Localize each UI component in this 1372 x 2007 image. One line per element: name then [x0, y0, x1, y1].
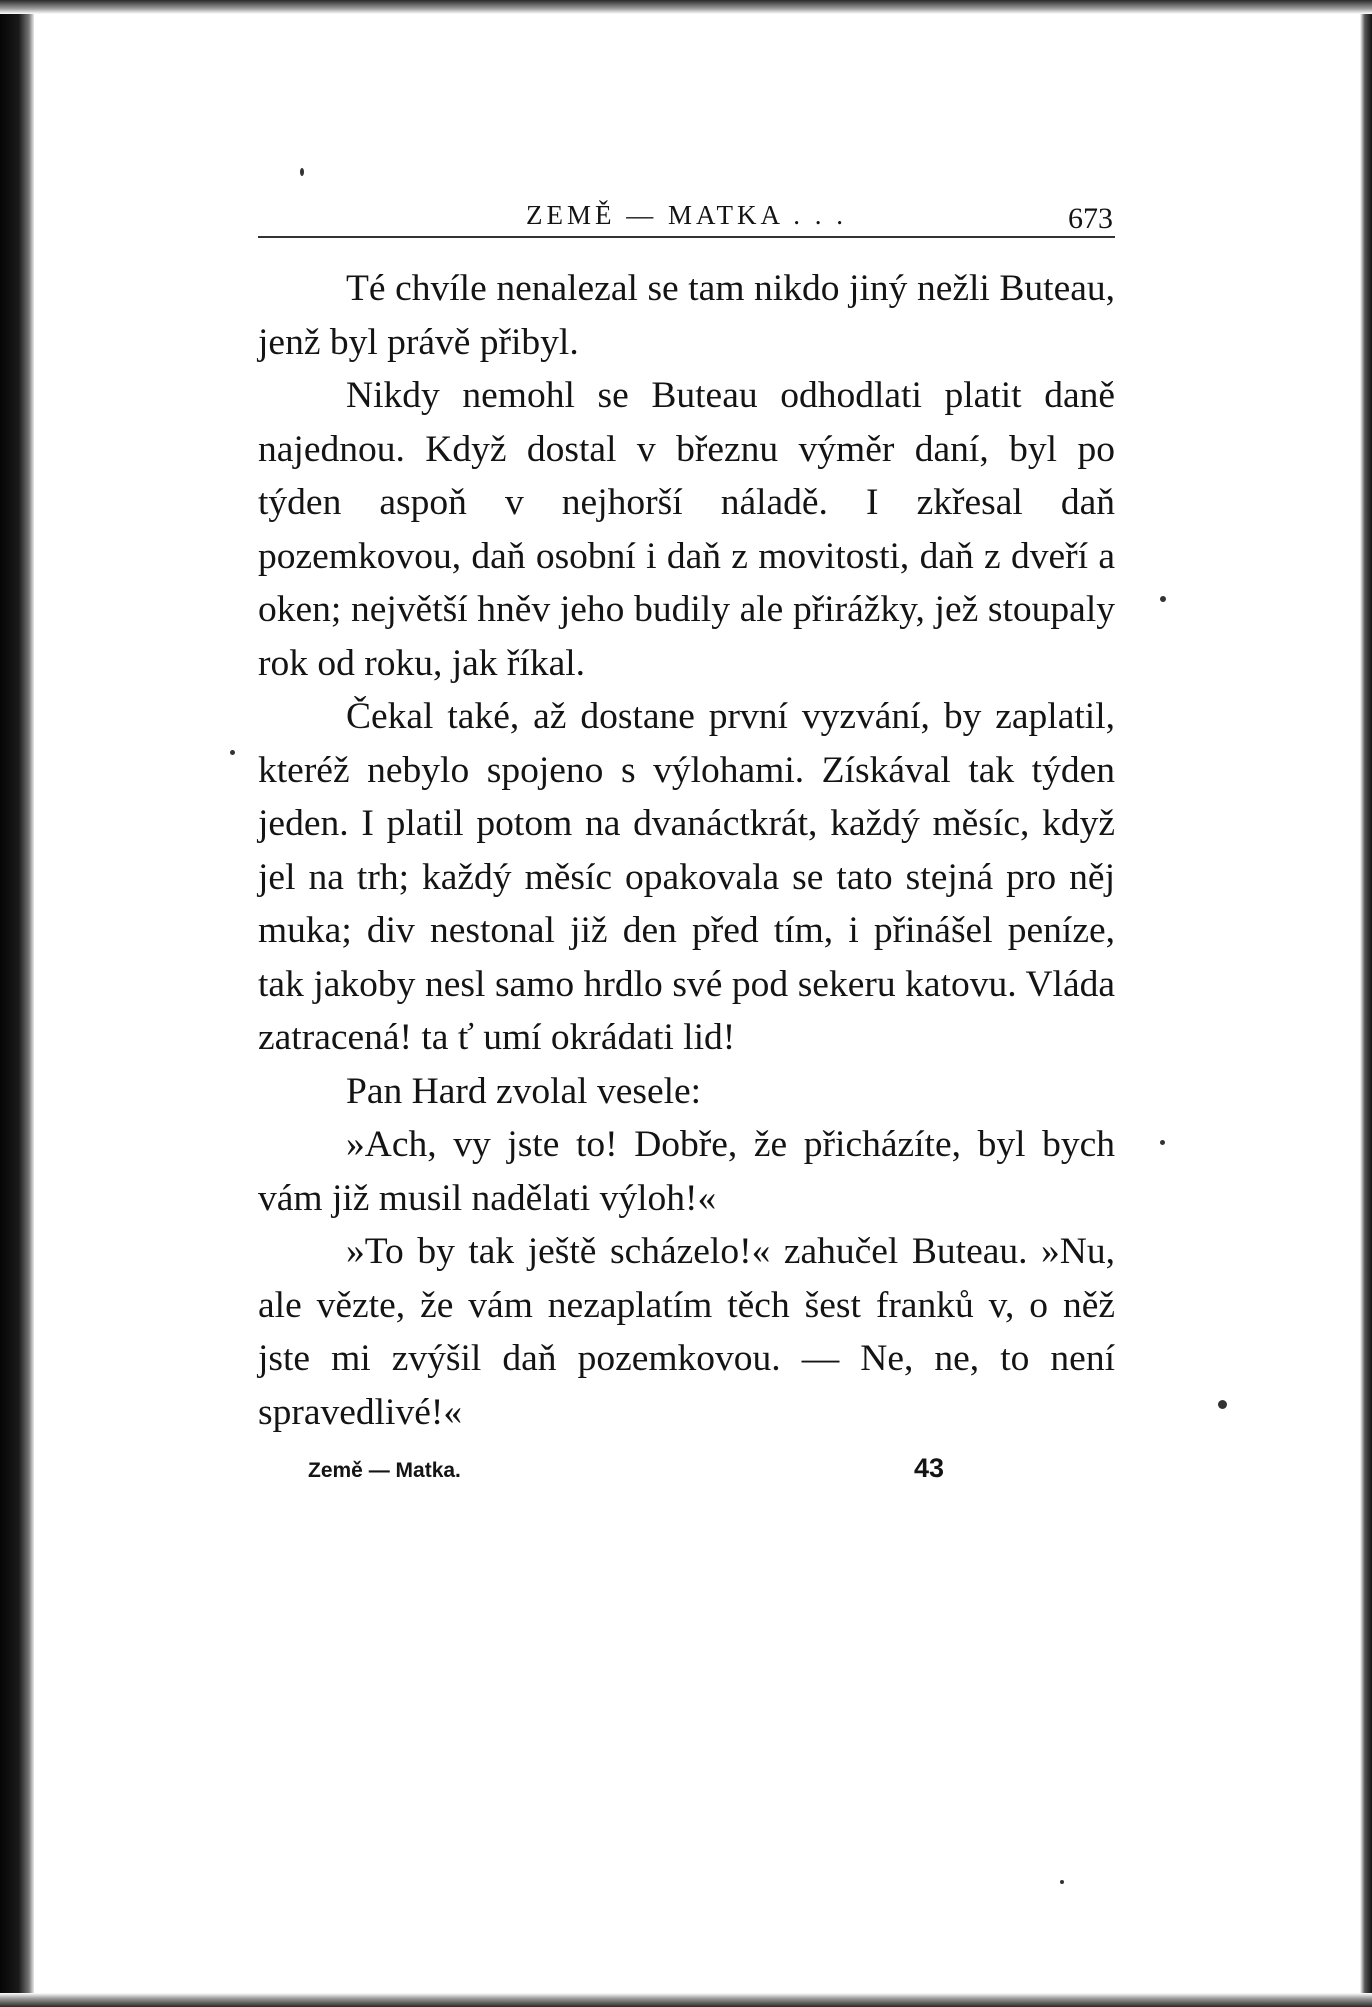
signature-mark: Země — Matka.: [308, 1459, 461, 1482]
scan-speck: [230, 750, 235, 755]
scan-speck: [1218, 1400, 1227, 1409]
book-page: [258, 196, 1115, 1493]
page-footer: [258, 1453, 1115, 1493]
page-number: 673: [1068, 202, 1113, 235]
scan-speck: [300, 168, 304, 176]
paragraph: Pan Hard zvolal vesele:: [346, 1070, 702, 1112]
paragraph: Té chvíle nenalezal se tam nikdo jiný nežli Buteau, jenž byl právě přibyl.: [258, 268, 1115, 363]
scan-left-edge: [0, 0, 34, 2007]
paragraph: Čekal také, až dostane první vyzvání, by zaplatil, kteréž nebylo spojeno s výlohami. Získával tak týden jeden. I platil potom na dvanáctkrát, každý měsíc, když jel na trh; každý měsíc opakovala se tato stejná pro něj muka; div nestonal již den před tím, i přinášel peníze, tak jakoby nesl samo hrdlo své pod sekeru katovu. Vláda zatracená! ta ť umí okrádati lid!: [258, 696, 1115, 1058]
scan-right-edge: [1360, 0, 1372, 2007]
sheet-number: 43: [914, 1453, 945, 1483]
paragraph: »Ach, vy jste to! Dobře, že přicházíte, byl bych vám již musil nadělati výloh!«: [258, 1124, 1115, 1219]
scan-speck: [1160, 596, 1166, 602]
scan-speck: [1060, 1880, 1064, 1884]
body-text: [258, 262, 1115, 1439]
running-title: ZEMĚ — MATKA . . .: [526, 200, 847, 230]
running-head: [258, 196, 1115, 238]
scan-bottom-edge: [0, 1993, 1372, 2007]
paragraph: »To by tak ještě scházelo!« zahučel Buteau. »Nu, ale vězte, že vám nezaplatím těch šest franků v, o něž jste mi zvýšil daň pozemkovou. — Ne, ne, to není spravedlivé!«: [258, 1231, 1115, 1433]
scan-speck: [1160, 1140, 1165, 1145]
paragraph: Nikdy nemohl se Buteau odhodlati platit daně najednou. Když dostal v březnu výměr daní, byl po týden aspoň v nejhorší náladě. I zkřesal daň pozemkovou, daň osobní i daň z movitosti, daň z dveří a oken; největší hněv jeho budily ale přirážky, jež stoupaly rok od roku, jak říkal.: [258, 375, 1115, 684]
scan-top-edge: [0, 0, 1372, 14]
